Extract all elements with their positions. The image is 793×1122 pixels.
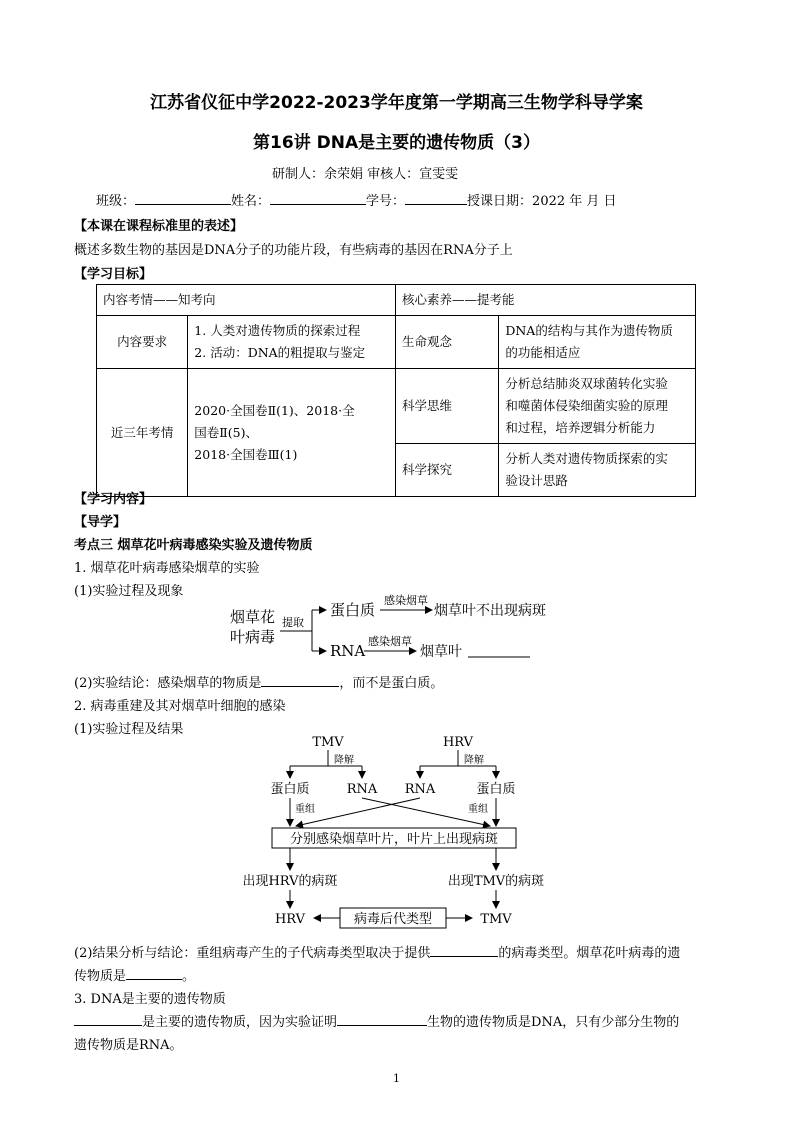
virus-label-2: 叶病毒 — [230, 628, 276, 646]
extract-label: 提取 — [282, 616, 304, 629]
point-heading: 考点三 烟草花叶病毒感染实验及遗传物质 — [74, 538, 313, 553]
result-protein: 烟草叶不出现病斑 — [434, 603, 546, 619]
section-3-text-a: 是主要的遗传物质，因为实验证明 — [142, 1015, 338, 1030]
literacy-label: 生命观念 — [396, 316, 499, 369]
guide-heading: 【导学】 — [74, 515, 127, 530]
literacy-line: 分析人类对遗传物质探索的实 — [505, 451, 668, 466]
protein-label: 蛋白质 — [330, 601, 376, 619]
info-line — [96, 190, 617, 209]
table-header-content: 内容考情——知考向 — [97, 285, 396, 316]
literacy-desc — [499, 444, 696, 497]
left-result: 出现HRV的病斑 — [242, 874, 338, 889]
name-label: 姓名： — [231, 194, 271, 209]
lesson-title: 第16讲 DNA是主要的遗传物质（3） — [253, 133, 540, 153]
hrv-protein: 蛋白质 — [476, 782, 516, 797]
literacy-desc — [499, 369, 696, 444]
section-3-end: 遗传物质是RNA。 — [74, 1038, 183, 1053]
section-1: 1. 烟草花叶病毒感染烟草的实验 — [74, 561, 260, 576]
author-line: 研制人：余荣娟 审核人：宣雯雯 — [272, 167, 459, 182]
class-blank[interactable] — [135, 191, 231, 205]
exam-line: 国卷Ⅱ(5)、 — [194, 424, 258, 440]
left-final: HRV — [274, 912, 306, 927]
requirement-item: 1. 人类对遗传物质的探索过程 — [194, 323, 361, 338]
tmv-label: TMV — [312, 735, 344, 750]
tmv-infection-diagram — [220, 592, 560, 664]
literacy-line: DNA的结构与其作为遗传物质 — [505, 323, 673, 338]
conclusion-text-end: ，而不是蛋白质。 — [339, 676, 444, 691]
exam-line: 2020·全国卷Ⅱ(1)、2018·全 — [194, 402, 355, 418]
analysis-text: (2)结果分析与结论：重组病毒产生的子代病毒类型取决于提供 — [74, 946, 431, 961]
infect-label-bottom: 感染烟草 — [368, 635, 412, 648]
number-label: 学号： — [366, 194, 406, 209]
objectives-table — [96, 284, 696, 497]
analysis-text-4: 。 — [182, 969, 196, 984]
row-requirement-items — [188, 316, 396, 369]
conclusion-text: (2)实验结论：感染烟草的物质是 — [74, 676, 262, 691]
virus-reconstruction-diagram — [240, 732, 560, 932]
page-number: 1 — [393, 1072, 400, 1085]
literacy-line: 验设计思路 — [505, 473, 568, 488]
name-blank[interactable] — [270, 191, 366, 205]
exam-line: 2018·全国卷Ⅲ(1) — [194, 446, 298, 462]
table-header-literacy: 核心素养——提考能 — [396, 285, 696, 316]
analysis-blank-1[interactable] — [430, 943, 498, 957]
literacy-line: 分析总结肺炎双球菌转化实验 — [505, 376, 668, 391]
number-blank[interactable] — [405, 191, 467, 205]
main-material-blank[interactable] — [74, 1012, 142, 1026]
section-3-text-b: 生物的遗传物质是DNA，只有少部分生物的 — [427, 1015, 680, 1030]
hrv-label: HRV — [442, 735, 474, 750]
virus-label-1: 烟草花 — [230, 608, 276, 626]
section-2-1: (1)实验过程及结果 — [74, 722, 184, 737]
right-final: TMV — [480, 912, 512, 927]
standard-heading: 【本课在课程标准里的表述】 — [74, 219, 244, 234]
conclusion-blank[interactable] — [261, 673, 339, 687]
content-heading: 【学习内容】 — [74, 492, 153, 507]
literacy-line: 和过程，培养逻辑分析能力 — [505, 420, 656, 435]
school-title: 江苏省仪征中学2022-2023学年度第一学期高三生物学科导学案 — [150, 93, 643, 113]
section-2: 2. 病毒重建及其对烟草叶细胞的感染 — [74, 699, 286, 714]
section-3-body — [74, 1011, 679, 1030]
tmv-degrade: 降解 — [334, 755, 354, 766]
analysis-text-3: 传物质是 — [74, 969, 127, 984]
literacy-desc — [499, 316, 696, 369]
literacy-label: 科学思维 — [396, 369, 499, 444]
tmv-protein: 蛋白质 — [270, 782, 310, 797]
analysis-text-2: 的病毒类型。烟草花叶病毒的遗 — [498, 946, 681, 961]
right-recombine: 重组 — [468, 804, 488, 815]
objectives-heading: 【学习目标】 — [74, 267, 153, 282]
literacy-label: 科学探究 — [396, 444, 499, 497]
tmv-rna: RNA — [346, 782, 378, 797]
hrv-degrade: 降解 — [464, 755, 484, 766]
class-label: 班级： — [96, 194, 136, 209]
result-rna: 烟草叶 — [420, 644, 462, 660]
section-1-1: (1)实验过程及现象 — [74, 584, 184, 599]
literacy-line: 和噬菌体侵染细菌实验的原理 — [505, 398, 668, 413]
infect-label-top: 感染烟草 — [384, 594, 428, 607]
standard-text: 概述多数生物的基因是DNA分子的功能片段，有些病毒的基因在RNA分子上 — [74, 243, 513, 258]
date-label: 授课日期：2022 年 月 日 — [467, 194, 617, 209]
section-2-2 — [74, 942, 680, 961]
offspring-label: 病毒后代类型 — [353, 912, 433, 927]
right-result: 出现TMV的病斑 — [447, 874, 545, 889]
hrv-rna: RNA — [404, 782, 436, 797]
section-1-2 — [74, 672, 443, 691]
requirement-item: 2. 活动：DNA的粗提取与鉴定 — [194, 345, 366, 360]
left-recombine: 重组 — [295, 804, 315, 815]
row-requirement-label: 内容要求 — [97, 316, 188, 369]
row-exam-items — [188, 369, 396, 497]
majority-blank[interactable] — [337, 1012, 427, 1026]
row-exam-label: 近三年考情 — [97, 369, 188, 497]
literacy-line: 的功能相适应 — [505, 345, 581, 360]
section-2-2-cont — [74, 965, 195, 984]
rna-label: RNA — [330, 642, 366, 660]
section-3: 3. DNA是主要的遗传物质 — [74, 992, 226, 1007]
infection-box-label: 分别感染烟草叶片，叶片上出现病斑 — [289, 832, 499, 847]
analysis-blank-2[interactable] — [126, 966, 182, 980]
